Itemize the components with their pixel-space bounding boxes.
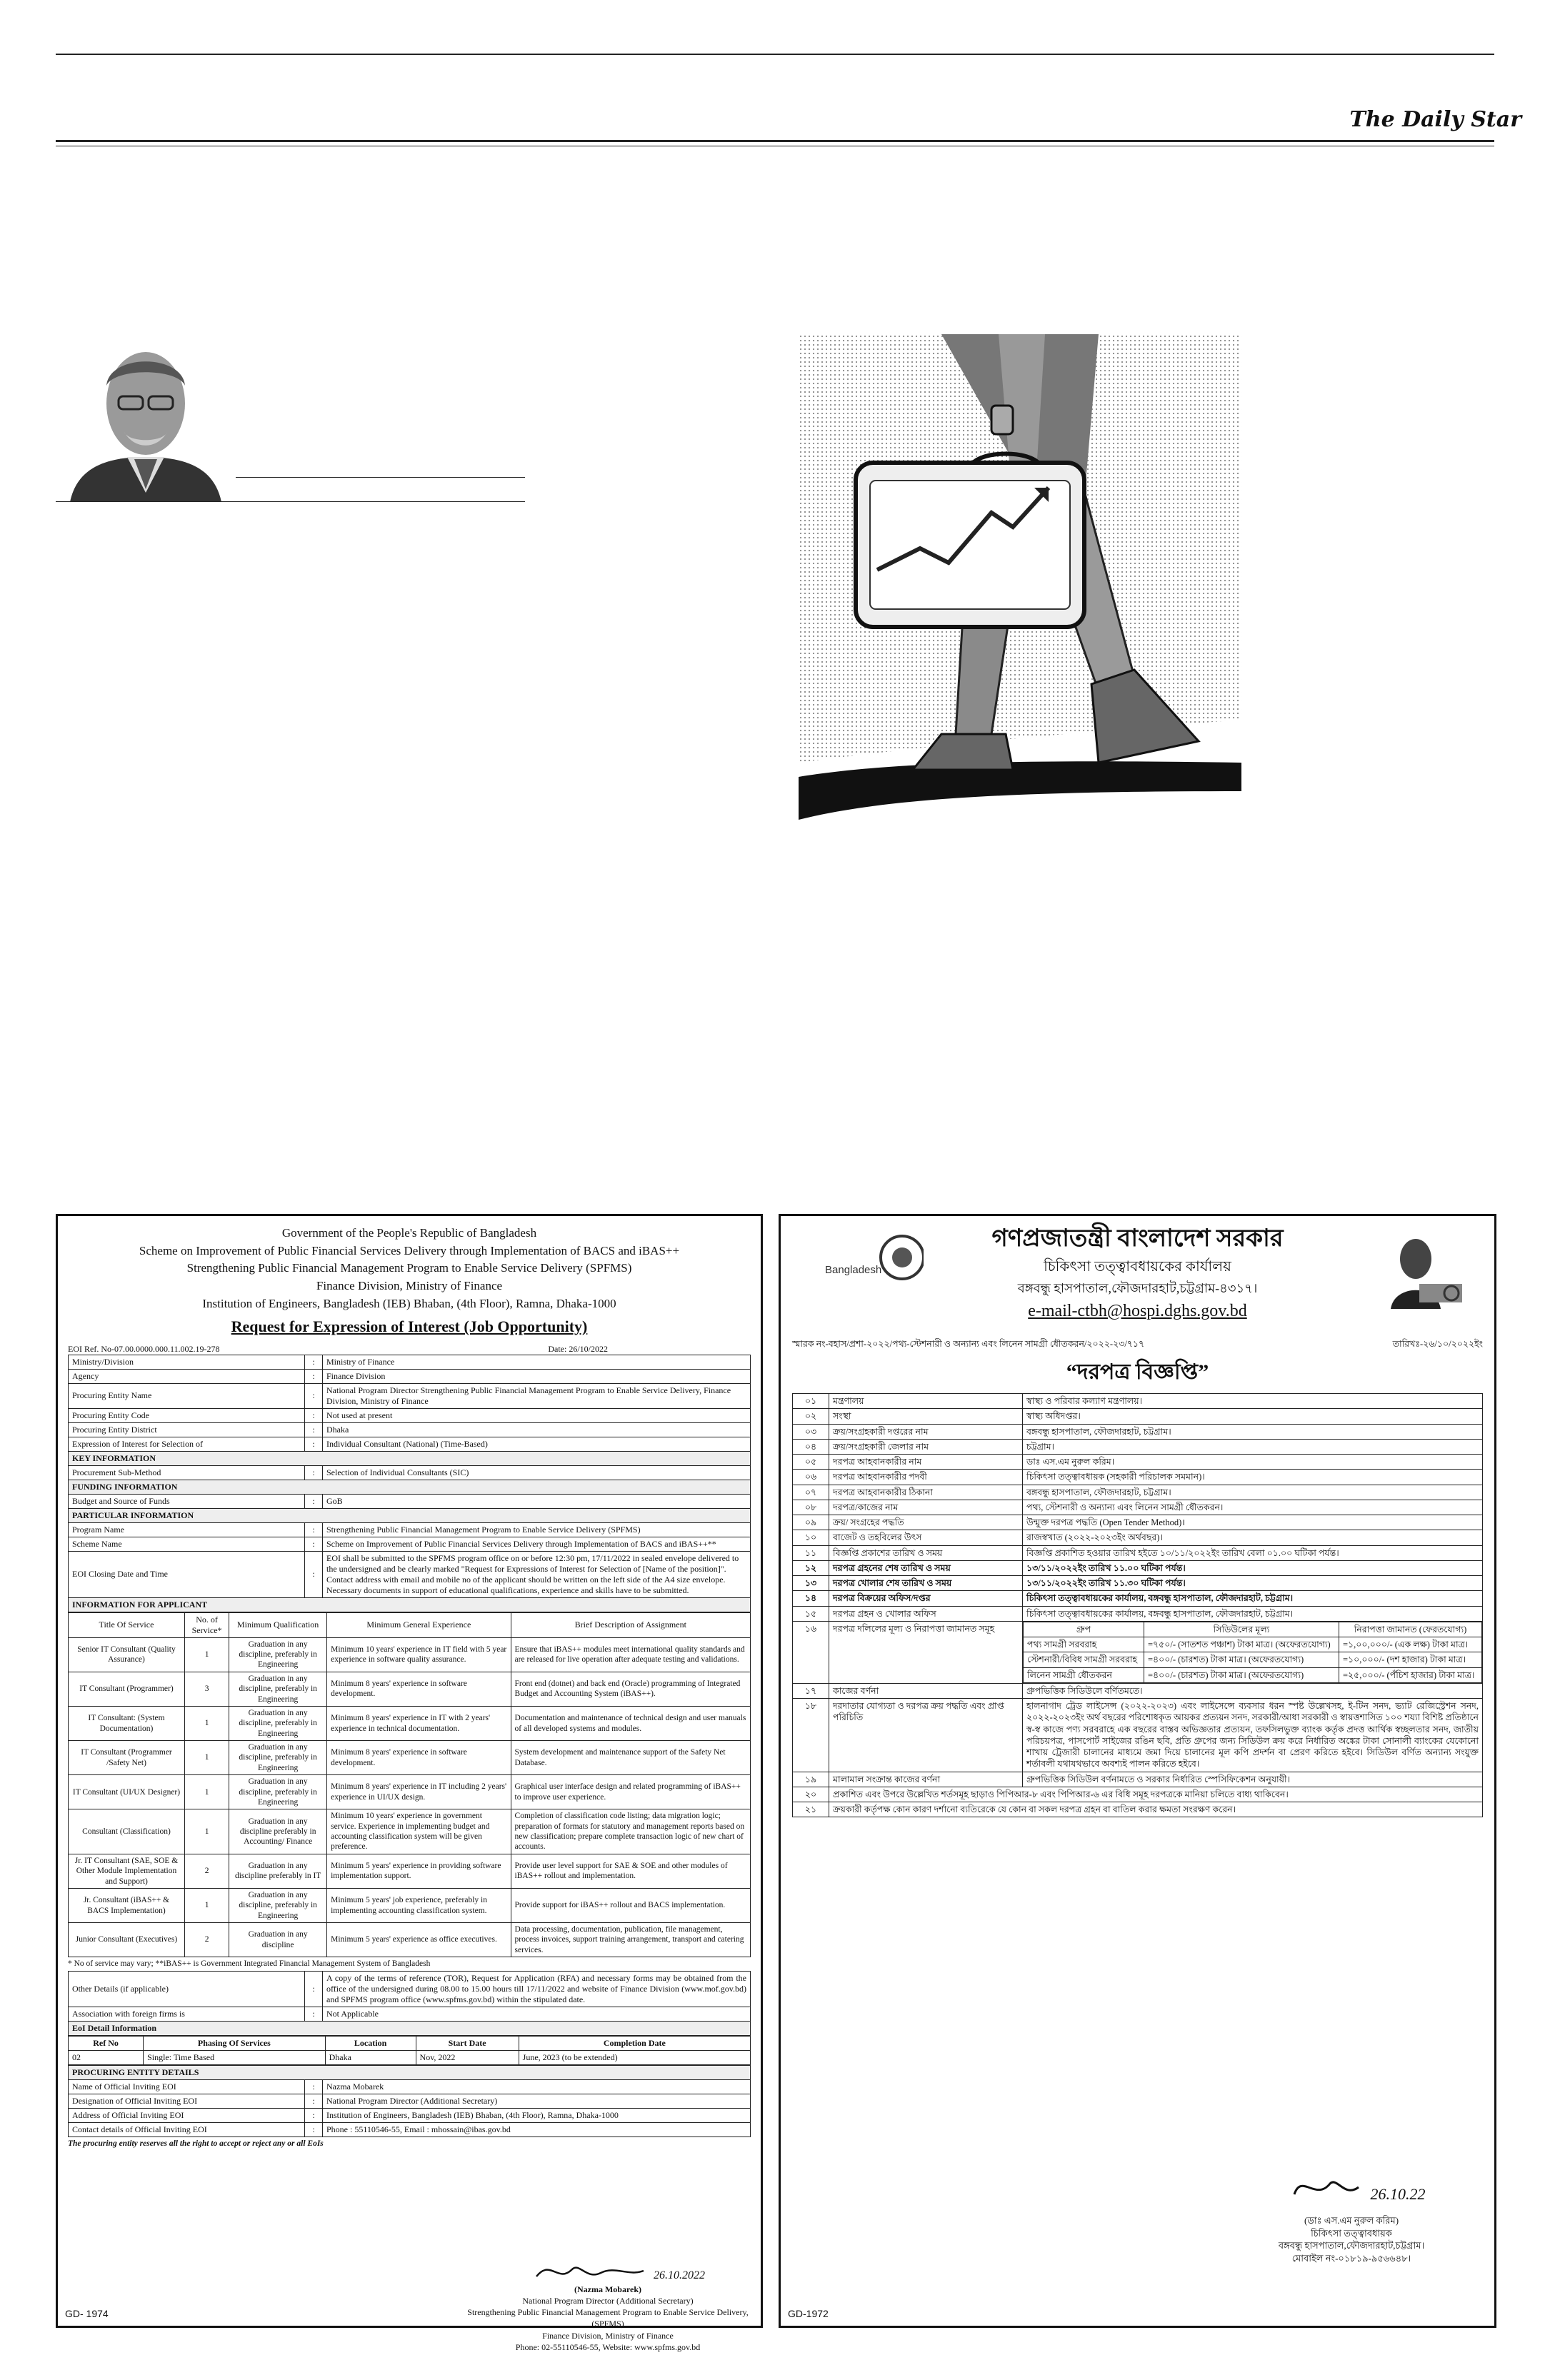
service-row	[69, 1637, 751, 1672]
service-cell-qual: Graduation in any discipline, preferably in Engineering	[229, 1637, 327, 1672]
service-cell-no: 2	[184, 1854, 229, 1888]
price-row-cell: পথ্য সামগ্রী সরবরাহ	[1024, 1637, 1144, 1652]
tender-row	[793, 1455, 1483, 1470]
procuring-label: Address of Official Inviting EOI	[69, 2108, 305, 2122]
price-row-cell: =২৫,০০০/- (পঁচিশ হাজার) টাকা মাত্র।	[1339, 1667, 1482, 1682]
procuring-label: Designation of Official Inviting EOI	[69, 2094, 305, 2108]
price-header: নিরাপত্তা জামানত (ফেরতযোগ্য)	[1339, 1622, 1482, 1637]
section-title: INFORMATION FOR APPLICANT	[69, 1597, 751, 1612]
tender-row-value: ডাঃ এস.এম নুরুল করিম।	[1023, 1455, 1483, 1470]
tender-row-value: স্বাস্থ্য ও পরিবার কল্যাণ মন্ত্রণালয়।	[1023, 1394, 1483, 1409]
info-value: Individual Consultant (National) (Time-Based)	[323, 1437, 751, 1451]
tender-row-number: ০৯	[793, 1515, 829, 1530]
tender-row-label: ক্রয়/সংগ্রহকারী দপ্তরের নাম	[829, 1424, 1023, 1439]
tender-row	[793, 1394, 1483, 1409]
info-label: Agency	[69, 1369, 305, 1383]
tender-row-number: ০৭	[793, 1485, 829, 1500]
tender-signature-block	[1237, 2166, 1466, 2264]
colon: :	[305, 2079, 323, 2094]
service-cell-desc: Graphical user interface design and related programming of iBAS++ to improve user experience.	[511, 1775, 750, 1809]
tender-advertisement	[779, 1214, 1496, 2328]
eoi-cell: June, 2023 (to be extended)	[519, 2050, 750, 2064]
price-cell	[1023, 1621, 1483, 1683]
info-label: Procuring Entity District	[69, 1422, 305, 1437]
info-row	[69, 1369, 751, 1383]
procuring-row	[69, 2079, 751, 2094]
tender-row-label: সংস্থা	[829, 1409, 1023, 1424]
tender-row	[793, 1515, 1483, 1530]
service-cell-no: 1	[184, 1741, 229, 1775]
bangladesh-logo	[824, 1230, 924, 1287]
price-header: গ্রুপ	[1024, 1622, 1144, 1637]
colon: :	[305, 2007, 323, 2021]
signatory-line: মোবাইল নং-০১৮১৯-৯৫৬৬৪৮।	[1291, 2252, 1411, 2264]
tender-row	[793, 1424, 1483, 1439]
tender-row-value: হালনাগাদ ট্রেড লাইসেন্স (২০২২-২০২৩) এবং লাইসেন্সে ব্যবসার ধরন স্পষ্ট উল্লেখসহ, ই-টিন সনদ, ভ্যাট রেজিস্ট্রেশন সনদ, ২০২২-২০২৩ইং অর্থ বছরের পরিশোধকৃত আয়কর প্রত্যয়ন সনদ, সরকারী/আধা সরকারী ও স্বায়ত্তশাসিত ১০০ শয্যা বিশিষ্ট প্রতিষ্ঠানে স্ব-স্ব কাজে পণ্য সরবরাহে এক বছরের বাস্তব অভিজ্ঞতার প্রত্যয়ন, তফসিলভুক্ত ব্যাংক কর্তৃক প্রদত্ত আর্থিক স্বচ্ছলতার সনদ, জাতীয় পরিচয়পত্র, পাসপোর্ট সাইজের রঙিন ছবি, প্রতি গ্রুপের জন্য সিডিউল ক্রয় করে নির্ধারিত অঙ্কের টাকা সোনালী ব্যাংকের যেকোনো শাখায় ট্রেজারী চালানের মাধ্যমে জমা দিয়ে চালানের মূল কপি প্রদর্শন বা প্রেরণ করিতে হইবে। সিডিউল বর্ণিত অন্যান্য সংযুক্ত শর্তাবলী যথাযথভাবে অবশ্যই পালন করিতে হইবে।	[1023, 1699, 1483, 1772]
info-value: National Program Director Strengthening Public Financial Management Program to Enable Service Delivery, Finance Division, Ministry of Finance	[323, 1383, 751, 1408]
tender-row-number: ১০	[793, 1530, 829, 1545]
tender-row	[793, 1530, 1483, 1545]
price-row-cell: =১০,০০০/- (দশ হাজার) টাকা মাত্র।	[1339, 1652, 1482, 1667]
colon: :	[305, 2094, 323, 2108]
tender-row-label: ক্রয়/সংগ্রহকারী জেলার নাম	[829, 1439, 1023, 1454]
eoi-header-cell: Start Date	[416, 2036, 519, 2050]
colon: :	[305, 1537, 323, 1551]
association-label: Association with foreign firms is	[69, 2007, 305, 2021]
info-row	[69, 1465, 751, 1480]
tender-row-number: ১৫	[793, 1606, 829, 1621]
price-header: সিডিউলের মূল্য	[1144, 1622, 1339, 1637]
service-cell-qual: Graduation in any discipline, preferably in Engineering	[229, 1672, 327, 1706]
office-email: e-mail-ctbh@hospi.dghs.gov.bd	[1028, 1301, 1247, 1320]
header-line: Government of the People's Republic of Bangladesh	[281, 1226, 537, 1240]
info-row	[69, 1437, 751, 1451]
tender-row-number: ০৮	[793, 1500, 829, 1515]
tender-row-number: ২১	[793, 1802, 829, 1817]
service-cell-desc: Data processing, documentation, publication, file management, process invoices, support training arrangement, transport and catering services.	[511, 1923, 750, 1957]
price-row-cell: লিনেন সামগ্রী ধৌতকরন	[1024, 1667, 1144, 1682]
gd-code-left: GD- 1974	[65, 2307, 109, 2319]
tender-row-value: রাজস্বখাত (২০২২-২০২৩ইং অর্থবছর)।	[1023, 1530, 1483, 1545]
service-cell-no: 1	[184, 1775, 229, 1809]
info-value: Dhaka	[323, 1422, 751, 1437]
tender-row-value: স্বাস্থ্য অধিদপ্তর।	[1023, 1409, 1483, 1424]
tender-row	[793, 1439, 1483, 1454]
eoi-cell: 02	[69, 2050, 144, 2064]
signature-date: 26.10.2022	[654, 2269, 705, 2282]
service-header: Brief Description of Assignment	[511, 1612, 750, 1637]
info-row	[69, 1537, 751, 1551]
service-row	[69, 1775, 751, 1809]
info-row	[69, 1355, 751, 1369]
tender-row	[793, 1699, 1483, 1772]
tender-row	[793, 1500, 1483, 1515]
tender-row-value: গ্রুপভিত্তিক সিডিউল বর্ণনামতে ও সরকার নির্ধারিত স্পেসিফিকেশন অনুযায়ী।	[1023, 1772, 1483, 1787]
service-cell-desc: Provide user level support for SAE & SOE and other modules of iBAS++ rollout and implementation.	[511, 1854, 750, 1888]
reserve-note: The procuring entity reserves all the right to accept or reject any or all EoIs	[68, 2139, 324, 2148]
service-cell-exp: Minimum 8 years' experience in software development.	[327, 1672, 511, 1706]
service-cell-title: Jr. IT Consultant (SAE, SOE & Other Module Implementation and Support)	[69, 1854, 185, 1888]
tender-row	[793, 1683, 1483, 1698]
service-note: * No of service may vary; **iBAS++ is Government Integrated Financial Management System of Bangladesh	[68, 1959, 431, 1969]
tender-row-label: দরপত্র/কাজের নাম	[829, 1500, 1023, 1515]
tender-row	[793, 1470, 1483, 1485]
service-cell-no: 2	[184, 1923, 229, 1957]
colon: :	[305, 1971, 323, 2007]
info-row	[69, 1408, 751, 1422]
service-cell-desc: Front end (dotnet) and back end (Oracle) programming of Integrated Budget and Accounting System (iBAS++).	[511, 1672, 750, 1706]
tender-row-number: ১২	[793, 1560, 829, 1575]
signatory-line: চিকিৎসা তত্ত্বাবধায়ক	[1311, 2227, 1392, 2239]
tender-row-number: ০৫	[793, 1455, 829, 1470]
info-label: Scheme Name	[69, 1537, 305, 1551]
colon: :	[305, 1522, 323, 1537]
colon: :	[305, 1355, 323, 1369]
signatory-line: National Program Director (Additional Secretary)	[522, 2295, 694, 2306]
procuring-value: Nazma Mobarek	[323, 2079, 751, 2094]
info-value: Not used at present	[323, 1408, 751, 1422]
info-row	[69, 1551, 751, 1597]
price-row-cell: =১,০০,০০০/- (এক লক্ষ) টাকা মাত্র।	[1339, 1637, 1482, 1652]
colon: :	[305, 1465, 323, 1480]
eoi-date: Date: 26/10/2022	[548, 1343, 608, 1354]
header-line: Scheme on Improvement of Public Financial Services Delivery through Implementation of BACS and iBAS++	[139, 1243, 680, 1257]
signatory-line: Strengthening Public Financial Management Program to Enable Service Delivery, (SPFMS)	[467, 2307, 749, 2329]
tender-row-number: ১৬	[793, 1621, 829, 1683]
tender-row-value: বিজ্ঞপ্তি প্রকাশিত হওয়ার তারিখ হইতে ১০/১১/২০২২ইং তারিখ বেলা ০১.০০ ঘটিকা পর্যন্ত।	[1023, 1545, 1483, 1560]
masthead: The Daily Star	[1349, 107, 1521, 132]
tender-row-number: ২০	[793, 1787, 829, 1802]
info-label: Procuring Entity Name	[69, 1383, 305, 1408]
gov-title: গণপ্রজাতন্ত্রী বাংলাদেশ সরকার	[991, 1225, 1284, 1252]
info-value: EOI shall be submitted to the SPFMS program office on or before 12:30 pm, 17/11/2022 in sealed envelope delivered to the undersigned and be clearly marked "Request for Expressions of Interest for Selection of [Name of the position]". Contact address with email and mobile no of the applicant should be written on the left side of the A4 size envelope. Necessary documents in support of educational qualifications, experience and skills have to be submitted.	[323, 1551, 751, 1597]
info-row	[69, 1422, 751, 1437]
top-rule	[56, 54, 1494, 55]
price-row-cell: =৭৫০/- (সাতশত পঞ্চাশ) টাকা মাত্র। (অফেরতযোগ্য)	[1144, 1637, 1339, 1652]
header-line: Strengthening Public Financial Management Program to Enable Service Delivery (SPFMS)	[186, 1261, 632, 1275]
eoi-ref-no: EOI Ref. No-07.00.0000.000.11.002.19-278	[68, 1343, 220, 1354]
signatory-name: (Nazma Mobarek)	[574, 2284, 642, 2294]
procuring-table	[68, 2065, 751, 2137]
other-details-table	[68, 1971, 751, 2036]
service-cell-qual: Graduation in any discipline	[229, 1923, 327, 1957]
tender-row	[793, 1606, 1483, 1621]
procuring-title: PROCURING ENTITY DETAILS	[69, 2065, 751, 2079]
tender-row-value: ১৩/১১/২০২২ইং তারিখ ১১.৩০ ঘটিকা পর্যন্ত।	[1023, 1576, 1483, 1591]
signature-date: 26.10.22	[1370, 2184, 1426, 2203]
price-table	[1023, 1622, 1482, 1683]
info-label: Expression of Interest for Selection of	[69, 1437, 305, 1451]
eoi-cell: Dhaka	[325, 2050, 416, 2064]
section-row	[69, 1451, 751, 1465]
service-cell-qual: Graduation in any discipline, preferably in Engineering	[229, 1741, 327, 1775]
tender-row	[793, 1485, 1483, 1500]
tender-row-value: চিকিৎসা তত্ত্বাবধায়ক (সহকারী পরিচালক সমমান)।	[1023, 1470, 1483, 1485]
info-value: Strengthening Public Financial Management Program to Enable Service Delivery (SPFMS)	[323, 1522, 751, 1537]
colon: :	[305, 1408, 323, 1422]
colon: :	[305, 2122, 323, 2137]
colon: :	[305, 1494, 323, 1508]
section-row	[69, 1508, 751, 1522]
price-row-cell: =৪০০/- (চারশত) টাকা মাত্র। (অফেরতযোগ্য)	[1144, 1652, 1339, 1667]
eoi-title: Request for Expression of Interest (Job Opportunity)	[231, 1317, 588, 1336]
info-label: EOI Closing Date and Time	[69, 1551, 305, 1597]
service-row	[69, 1672, 751, 1706]
signatory-line: Finance Division, Ministry of Finance	[542, 2330, 674, 2341]
service-header: Minimum General Experience	[327, 1612, 511, 1637]
service-row	[69, 1888, 751, 1922]
service-row	[69, 1741, 751, 1775]
tender-row-number: ০৬	[793, 1470, 829, 1485]
tender-row-label: ক্রয়/ সংগ্রহের পদ্ধতি	[829, 1515, 1023, 1530]
eoi-cell: Nov, 2022	[416, 2050, 519, 2064]
service-header: Minimum Qualification	[229, 1612, 327, 1637]
service-row	[69, 1854, 751, 1888]
procuring-value: National Program Director (Additional Secretary)	[323, 2094, 751, 2108]
header-line: Institution of Engineers, Bangladesh (IEB) Bhaban, (4th Floor), Ramna, Dhaka-1000	[202, 1296, 616, 1310]
service-cell-title: IT Consultant (UI/UX Designer)	[69, 1775, 185, 1809]
section-title: PARTICULAR INFORMATION	[69, 1508, 751, 1522]
eoi-header-cell: Location	[325, 2036, 416, 2050]
eoi-header-cell: Completion Date	[519, 2036, 750, 2050]
memo-number: স্মারক নং-বহাস/প্রশা-২০২২/পথ্য-স্টেশনারী ও অন্যান্য এবং লিনেন সামগ্রী ধৌতকরন/২০২২-২৩/৭১৭	[792, 1338, 1145, 1349]
tender-row-label: কাজের বর্ণনা	[829, 1683, 1023, 1698]
eoi-detail-table	[68, 2036, 751, 2065]
procuring-value: Institution of Engineers, Bangladesh (IEB) Bhaban, (4th Floor), Ramna, Dhaka-1000	[323, 2108, 751, 2122]
info-row	[69, 1494, 751, 1508]
service-cell-title: Jr. Consultant (iBAS++ & BACS Implementation)	[69, 1888, 185, 1922]
colon: :	[305, 1437, 323, 1451]
eoi-cell: Single: Time Based	[144, 2050, 326, 2064]
price-row-cell: স্টেশনারী/বিবিধ সামগ্রী সরবরাহ	[1024, 1652, 1144, 1667]
tender-row-label: বিজ্ঞপ্তি প্রকাশের তারিখ ও সময়	[829, 1545, 1023, 1560]
price-row	[1024, 1637, 1482, 1652]
tender-row-number: ১৭	[793, 1683, 829, 1698]
service-table	[68, 1612, 751, 1958]
tender-row-number: ১৩	[793, 1576, 829, 1591]
tender-row-label: প্রকাশিত এবং উপরে উল্লেখিত শর্তসমূহ ছাড়াও পিপিআর-৮ এবং পিপিআর-৬ এর বিধি সমূহ দরপত্রকে মানিয়া চলিতে বাধ্য থাকিবেন।	[829, 1787, 1483, 1802]
service-cell-exp: Minimum 8 years' experience in IT including 2 years' experience in UI/UX design.	[327, 1775, 511, 1809]
service-cell-qual: Graduation in any discipline, preferably in Engineering	[229, 1888, 327, 1922]
procuring-label: Contact details of Official Inviting EOI	[69, 2122, 305, 2137]
procuring-row	[69, 2122, 751, 2137]
tender-row-label: মালামাল সংক্রান্ত কাজের বর্ণনা	[829, 1772, 1023, 1787]
colon: :	[305, 1369, 323, 1383]
price-row-cell: =৪০০/- (চারশত) টাকা মাত্র। (অফেরতযোগ্য)	[1144, 1667, 1339, 1682]
tender-row	[793, 1787, 1483, 1802]
service-cell-no: 1	[184, 1637, 229, 1672]
price-row	[1024, 1667, 1482, 1682]
tender-row-label: দরপত্র গ্রহনের শেষ তারিখ ও সময়	[829, 1560, 1023, 1575]
tender-row-label: ক্রয়কারী কর্তৃপক্ষ কোন কারণ দর্শানো ব্যতিরেকে যে কোন বা সকল দরপত্র গ্রহন বা বাতিল করার ক্ষমতা সংরক্ষণ করেন।	[829, 1802, 1483, 1817]
signatory-name: (ডাঃ এস.এম নুরুল করিম)	[1304, 2215, 1399, 2226]
info-row	[69, 1383, 751, 1408]
colon: :	[305, 1383, 323, 1408]
signatory-line: বঙ্গবন্ধু হাসপাতাল,ফৌজদারহাট,চট্টগ্রাম।	[1278, 2240, 1425, 2251]
info-value: GoB	[323, 1494, 751, 1508]
procuring-label: Name of Official Inviting EOI	[69, 2079, 305, 2094]
service-row	[69, 1809, 751, 1854]
tender-row	[793, 1545, 1483, 1560]
service-cell-qual: Graduation in any discipline, preferably in Engineering	[229, 1706, 327, 1740]
tender-row	[793, 1802, 1483, 1817]
section-row	[69, 1480, 751, 1494]
tender-row-number: ১১	[793, 1545, 829, 1560]
service-cell-title: Senior IT Consultant (Quality Assurance)	[69, 1637, 185, 1672]
tender-row-label: বাজেট ও তহবিলের উৎস	[829, 1530, 1023, 1545]
service-cell-desc: Documentation and maintenance of technical design and user manuals of all developed systems and modules.	[511, 1706, 750, 1740]
eoi-header	[68, 1225, 751, 1312]
info-value: Ministry of Finance	[323, 1355, 751, 1369]
section-title: KEY INFORMATION	[69, 1451, 751, 1465]
info-label: Program Name	[69, 1522, 305, 1537]
portrait-emblem	[1380, 1230, 1466, 1309]
service-cell-title: IT Consultant: (System Documentation)	[69, 1706, 185, 1740]
colon: :	[305, 1422, 323, 1437]
service-cell-exp: Minimum 5 years' job experience, preferably in implementing accounting classification system.	[327, 1888, 511, 1922]
tender-row-label: দরপত্র আহবানকারীর ঠিকানা	[829, 1485, 1023, 1500]
service-cell-exp: Minimum 10 years' experience in IT field with 5 year experience in software quality assurance.	[327, 1637, 511, 1672]
tender-row-number: ১৮	[793, 1699, 829, 1772]
tender-row	[793, 1576, 1483, 1591]
tender-row	[793, 1621, 1483, 1683]
procuring-row	[69, 2108, 751, 2122]
memo-date: তারিখঃ-২৬/১০/২০২২ইং	[1392, 1338, 1483, 1349]
service-row	[69, 1706, 751, 1740]
service-cell-exp: Minimum 8 years' experience in software development.	[327, 1741, 511, 1775]
tender-row-label: দরদাতার যোগ্যতা ও দরপত্র ক্রয় পদ্ধতি এবং প্রাপ্ত পরিচিতি	[829, 1699, 1023, 1772]
columnist-photo	[56, 325, 236, 502]
header-line: Finance Division, Ministry of Finance	[316, 1278, 503, 1292]
logo-text: Bangladesh	[825, 1264, 882, 1276]
tender-row	[793, 1409, 1483, 1424]
eoi-detail-title: EoI Detail Information	[69, 2021, 751, 2035]
other-details-value: A copy of the terms of reference (TOR), Request for Application (RFA) and necessary forms may be obtained from the office of the undersigned during 08.00 to 15.00 hours till 17/11/2022 and website of Finance Division (www.mof.gov.bd) and SPFMS program office (www.spfms.gov.bd) within the stipulated date.	[323, 1971, 751, 2007]
price-row	[1024, 1652, 1482, 1667]
info-row	[69, 1522, 751, 1537]
service-cell-qual: Graduation in any discipline, preferably in Engineering	[229, 1775, 327, 1809]
office-name: চিকিৎসা তত্ত্বাবধায়কের কার্যালয়	[1044, 1259, 1231, 1275]
procuring-row	[69, 2094, 751, 2108]
tender-row-value: বঙ্গবন্ধু হাসপাতাল, ফৌজদারহাট, চট্টগ্রাম।	[1023, 1424, 1483, 1439]
association-value: Not Applicable	[323, 2007, 751, 2021]
tender-row-value: চট্টগ্রাম।	[1023, 1439, 1483, 1454]
service-cell-desc: Completion of classification code listing; data migration logic; preparation of formats for statutory and management reports based on new classification; prepare complete transaction logic of new chart of accounts.	[511, 1809, 750, 1854]
service-header: Title Of Service	[69, 1612, 185, 1637]
other-details-label: Other Details (if applicable)	[69, 1971, 305, 2007]
tender-row-label: দরপত্র আহবানকারীর নাম	[829, 1455, 1023, 1470]
service-cell-no: 1	[184, 1706, 229, 1740]
tender-row	[793, 1591, 1483, 1606]
section-row	[69, 1597, 751, 1612]
tender-row-value: ১৩/১১/২০২২ইং তারিখ ১১.০০ ঘটিকা পর্যন্ত।	[1023, 1560, 1483, 1575]
tender-row-label: দরপত্র আহবানকারীর পদবী	[829, 1470, 1023, 1485]
eoi-advertisement	[56, 1214, 763, 2352]
eoi-header-cell: Phasing Of Services	[144, 2036, 326, 2050]
section-title: FUNDING INFORMATION	[69, 1480, 751, 1494]
service-cell-exp: Minimum 5 years' experience in providing software implementation support.	[327, 1854, 511, 1888]
office-address: বঙ্গবন্ধু হাসপাতাল,ফৌজদারহাট,চট্টগ্রাম-৪৩১৭।	[1017, 1281, 1258, 1296]
tender-row-label: মন্ত্রণালয়	[829, 1394, 1023, 1409]
tender-table	[792, 1393, 1483, 1817]
gd-code-right: GD-1972	[788, 2307, 829, 2319]
colon: :	[305, 2108, 323, 2122]
tender-row	[793, 1560, 1483, 1575]
eoi-signature-block	[458, 2255, 758, 2353]
tender-row-number: ১৪	[793, 1591, 829, 1606]
procuring-value: Phone : 55110546-55, Email : mhossain@ibas.gov.bd	[323, 2122, 751, 2137]
info-label: Ministry/Division	[69, 1355, 305, 1369]
tender-row	[793, 1772, 1483, 1787]
service-cell-desc: Ensure that iBAS++ modules meet international quality standards and are released for live operation after adequate testing and validations.	[511, 1637, 750, 1672]
service-cell-title: IT Consultant (Programmer /Safety Net)	[69, 1741, 185, 1775]
service-cell-exp: Minimum 8 years' experience in IT with 2 years' experience in technical documentation.	[327, 1706, 511, 1740]
tender-row-number: ০৩	[793, 1424, 829, 1439]
info-value: Finance Division	[323, 1369, 751, 1383]
price-header-row	[1024, 1622, 1482, 1637]
tender-row-value: চিকিৎসা তত্ত্বাবধায়কের কার্যালয়, বঙ্গবন্ধু হাসপাতাল, ফৌজদারহাট, চট্টগ্রাম।	[1023, 1591, 1483, 1606]
section-row	[69, 2065, 751, 2079]
info-value: Selection of Individual Consultants (SIC)	[323, 1465, 751, 1480]
service-cell-title: Junior Consultant (Executives)	[69, 1923, 185, 1957]
masthead-rule	[56, 140, 1494, 142]
info-label: Procurement Sub-Method	[69, 1465, 305, 1480]
service-cell-desc: Provide support for iBAS++ rollout and BACS implementation.	[511, 1888, 750, 1922]
service-cell-exp: Minimum 5 years' experience as office executives.	[327, 1923, 511, 1957]
tender-title: “দরপত্র বিজ্ঞপ্তি”	[1066, 1360, 1209, 1385]
service-row	[69, 1923, 751, 1957]
tender-row-value: চিকিৎসা তত্ত্বাবধায়কের কার্যালয়, বঙ্গবন্ধু হাসপাতাল, ফৌজদারহাট, চট্টগ্রাম।	[1023, 1606, 1483, 1621]
tender-row-label: দরপত্র বিক্রয়ের অফিস/দপ্তর	[829, 1591, 1023, 1606]
signatory-line: Phone: 02-55110546-55, Website: www.spfms.gov.bd	[515, 2341, 701, 2352]
tender-row-number: ০২	[793, 1409, 829, 1424]
tender-row-label: দরপত্র খোলার শেষ তারিখ ও সময়	[829, 1576, 1023, 1591]
service-cell-no: 3	[184, 1672, 229, 1706]
info-value: Scheme on Improvement of Public Financial Services Delivery through Implementation of BACS and iBAS++**	[323, 1537, 751, 1551]
service-cell-qual: Graduation in any discipline preferably in IT	[229, 1854, 327, 1888]
tender-row-number: ১৯	[793, 1772, 829, 1787]
byline-rule-2	[56, 501, 525, 502]
service-cell-no: 1	[184, 1888, 229, 1922]
eoi-header-cell: Ref No	[69, 2036, 144, 2050]
service-cell-title: IT Consultant (Programmer)	[69, 1672, 185, 1706]
service-cell-desc: System development and maintenance support of the Safety Net Database.	[511, 1741, 750, 1775]
tender-row-value: গ্রুপভিত্তিক সিডিউলে বর্ণিতমতে।	[1023, 1683, 1483, 1698]
tender-row-value: বঙ্গবন্ধু হাসপাতাল, ফৌজদারহাট, চট্টগ্রাম।	[1023, 1485, 1483, 1500]
colon: :	[305, 1551, 323, 1597]
tender-row-label: দরপত্র দলিলের মূল্য ও নিরাপত্তা জামানত সমূহ	[829, 1621, 1023, 1683]
tender-row-label: দরপত্র গ্রহন ও খোলার অফিস	[829, 1606, 1023, 1621]
tender-row-number: ০১	[793, 1394, 829, 1409]
info-label: Budget and Source of Funds	[69, 1494, 305, 1508]
eoi-info-table	[68, 1355, 751, 1612]
businessman-illustration	[799, 334, 1241, 877]
tender-row-value: পথ্য, স্টেশনারী ও অন্যান্য এবং লিনেন সামগ্রী ধৌতকরন।	[1023, 1500, 1483, 1515]
service-cell-qual: Graduation in any discipline preferably in Accounting/ Finance	[229, 1809, 327, 1854]
service-cell-exp: Minimum 10 years' experience in government service. Experience in implementing budget and accounting classification system will be given preference.	[327, 1809, 511, 1854]
info-label: Procuring Entity Code	[69, 1408, 305, 1422]
tender-row-number: ০৪	[793, 1439, 829, 1454]
byline-rule	[236, 477, 525, 478]
service-header: No. of Service*	[184, 1612, 229, 1637]
service-cell-no: 1	[184, 1809, 229, 1854]
tender-row-value: উন্মুক্ত দরপত্র পদ্ধতি (Open Tender Method)।	[1023, 1515, 1483, 1530]
service-cell-title: Consultant (Classification)	[69, 1809, 185, 1854]
